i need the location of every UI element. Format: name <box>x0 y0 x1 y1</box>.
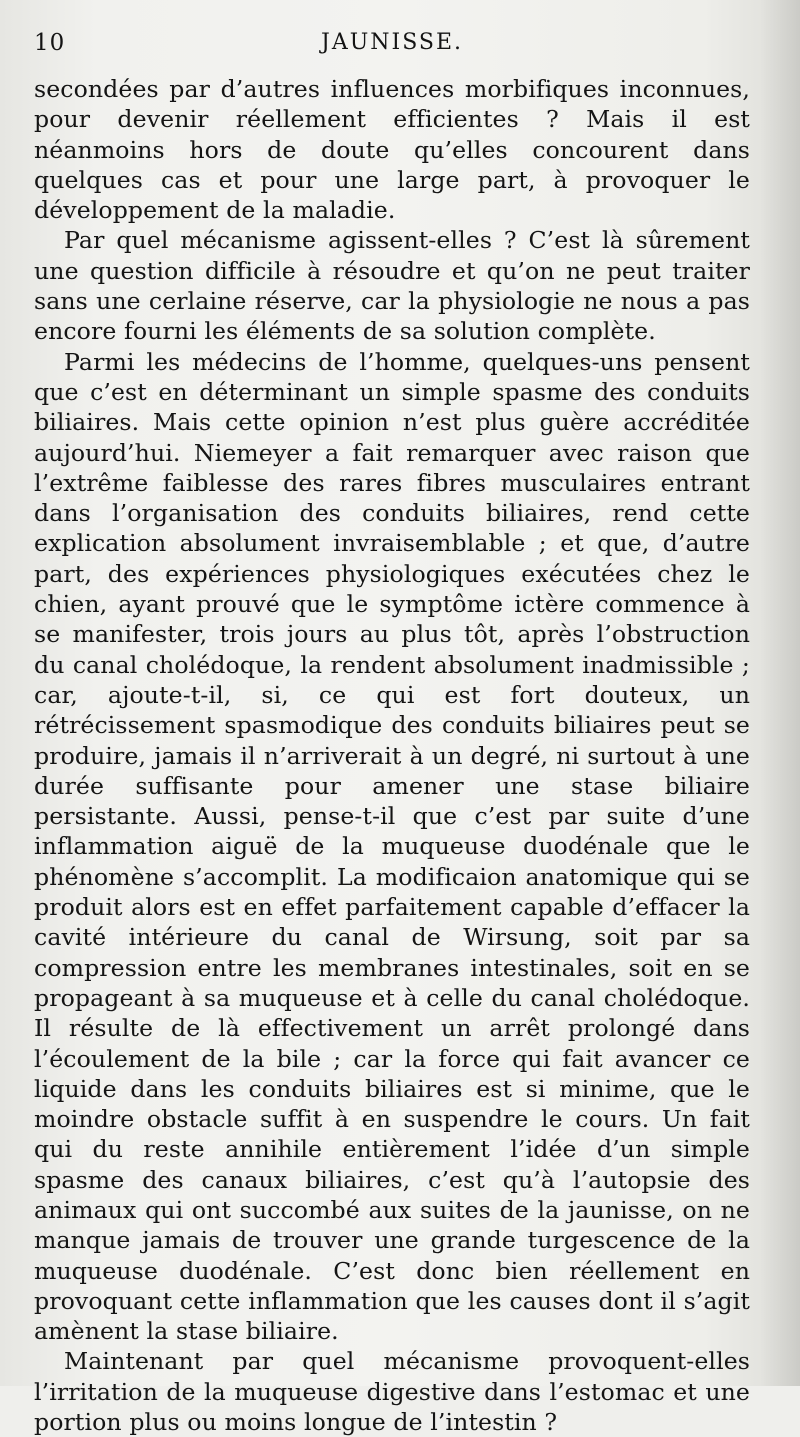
page-header <box>34 30 750 62</box>
paragraph-mechanism-question: Par quel mécanisme agissent-elles ? C’est là sûrement une question difficile à résoudre et qu’on ne peut traiter sans une cerlaine réserve, car la physiologie ne nous a pas encore fourni les éléments de sa solution complète. <box>34 226 750 346</box>
paragraph-continuation: secondées par d’autres influences morbifiques inconnues, pour devenir réellement efficientes ? Mais il est néanmoins hors de doute qu’elles concourent dans quelques cas et pour une large part, à provoquer le développement de la maladie. <box>34 75 750 225</box>
paragraph-irritation-question: Maintenant par quel mécanisme provoquent-elles l’irritation de la muqueuse digestive dans l’estomac et une portion plus ou moins longue de l’intestin ? <box>34 1347 750 1437</box>
running-title: JAUNISSE. <box>321 30 463 55</box>
paragraph-physicians-opinion: Parmi les médecins de l’homme, quelques-uns pensent que c’est en déterminant un simple spasme des conduits biliaires. Mais cette opinion n’est plus guère accréditée aujourd’hui. Niemeyer a fait remarquer avec raison que l’extrême faiblesse des rares fibres musculaires entrant dans l’organisation des conduits biliaires, rend cette explication absolument invraisemblable ; et que, d’autre part, des expériences physiologiques exécutées chez le chien, ayant prouvé que le symptôme ictère commence à se manifester, trois jours au plus tôt, après l’obstruction du canal cholédoque, la rendent absolument inadmissible ; car, ajoute-t-il, si, ce qui est fort douteux, un rétrécissement spasmodique des conduits biliaires peut se produire, jamais il n’arriverait à un degré, ni surtout à une durée suffisante pour amener une stase biliaire persistante. Aussi, pense-t-il que c’est par suite d’une inflammation aiguë de la muqueuse duodénale que le phénomène s’accomplit. La modificaion anatomique qui se produit alors est en effet parfaitement capable d’effacer la cavité intérieure du canal de Wirsung, soit par sa compression entre les membranes intestinales, soit en se propageant à sa muqueuse et à celle du canal cholédoque. Il résulte de là effectivement un arrêt prolongé dans l’écoulement de la bile ; car la force qui fait avancer ce liquide dans les conduits biliaires est si minime, que le moindre obstacle suffit à en suspendre le cours. Un fait qui du reste annihile entièrement l’idée d’un simple spasme des canaux biliaires, c’est qu’à l’autopsie des animaux qui ont succombé aux suites de la jaunisse, on ne manque jamais de trouver une grande turgescence de la muqueuse duodénale. C’est donc bien réellement en provoquant cette inflammation que les causes dont il s’agit amènent la stase biliaire. <box>34 347 750 1346</box>
page-number: 10 <box>34 30 66 56</box>
page-edge-shadow <box>760 0 800 1386</box>
body-text <box>34 74 750 1437</box>
